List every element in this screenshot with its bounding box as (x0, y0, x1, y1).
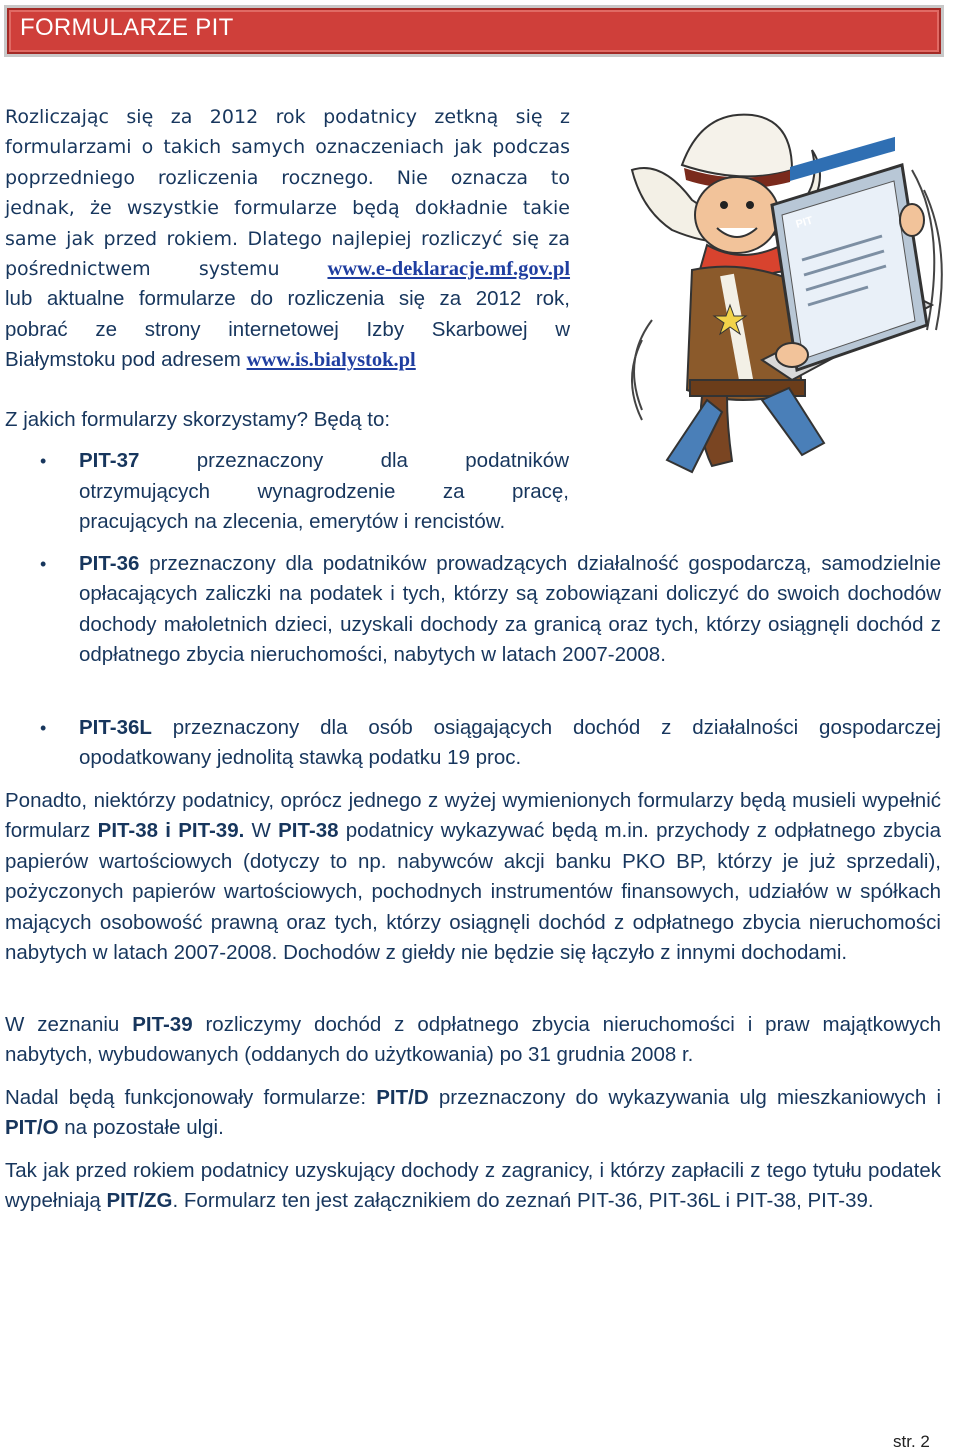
pit36-label: PIT-36 (79, 552, 140, 575)
pit37-line-3: pracujących na zlecenia, emerytów i rencistów. (79, 510, 506, 533)
link-is-bialystok[interactable]: www.is.bialystok.pl (246, 349, 416, 371)
page-title: FORMULARZE PIT (20, 14, 234, 41)
intro-line-5: same jak przed rokiem. Dlatego najlepiej rozliczyć się za (5, 228, 570, 250)
laptop-screen-label: PIT (794, 214, 815, 231)
intro-line-9: Białymstoku pod adresem www.is.bialystok.pl (5, 348, 416, 371)
intro-line-6: pośrednictwem systemu www.e-deklaracje.mf.gov.pl (5, 258, 571, 280)
forms-question: Z jakich formularzy skorzystamy? Będą to: (5, 408, 391, 431)
intro-line-8: pobrać ze strony internetowej Izby Skarbowej w (5, 318, 570, 341)
paragraph-pit-zg: Tak jak przed rokiem podatnicy uzyskujący dochody z zagranicy, i którzy zapłacili z tego tytułu podatek wypełniają PIT/ZG. Formularz ten jest załącznikiem do zeznań PIT-36, PIT-36L i PIT-38, PIT-39. (5, 1159, 941, 1213)
intro-line-4: jednak, że wszystkie formularze będą dokładnie takie (5, 197, 570, 219)
paragraph-pit38: Ponadto, niektórzy podatnicy, oprócz jednego z wyżej wymienionych formularzy będą musieli wypełnić formularz PIT-38 i PIT-39. W PIT-38 podatnicy wykazywać będą m.in. przychody z odpłatnego zbycia papierów wartościowych (dotyczy to np. nabywców akcji banku PKO BP, którzy je już sprzedali), pożyczonych papierów wartościowych, pochodnych instrumentów finansowych, udziałów w spółkach mających osobowość prawną oraz tych, którzy osiągnęli dochód z odpłatnego zbycia nieruchomości nabytych w latach 2007-2008. Dochodów z giełdy nie będzie się łączyło z innymi dochodami. (5, 789, 942, 965)
intro-line-2: formularzami o takich samych oznaczeniach jak podczas (5, 136, 570, 158)
pit36-item: PIT-36 przeznaczony dla podatników prowadzących działalność gospodarczą, samodzielnie opłacających zaliczki na podatek i tych, którzy są zobowiązani doliczyć do swoich dochodów dochody małoletnich dzieci, uzyskali dochody za granicą oraz tych, którzy osiągnęli dochód z odpłatnego zbycia nieruchomości, nabytych w latach 2007-2008. (79, 552, 941, 667)
page-number: str. 2 (893, 1432, 930, 1451)
pit37-label: PIT-37 (79, 449, 140, 472)
bullet-dot: • (40, 718, 47, 738)
link-e-deklaracje[interactable]: www.e-deklaracje.mf.gov.pl (327, 258, 571, 280)
pit37-line-2: otrzymujących wynagrodzenie za pracę, (79, 480, 569, 503)
intro-line-1: Rozliczając się za 2012 rok podatnicy zetkną się z (5, 106, 570, 128)
pit37-line-1: PIT-37 przeznaczony dla podatników (79, 449, 569, 472)
paragraph-pit39: W zeznaniu PIT-39 rozliczymy dochód z odpłatnego zbycia nieruchomości i praw majątkowych nabytych, wybudowanych (oddanych do użytkowania) po 31 grudnia 2008 r. (5, 1013, 941, 1067)
pit36l-label: PIT-36L (79, 716, 152, 739)
bullet-dot: • (40, 451, 47, 471)
intro-line-7: lub aktualne formularze do rozliczenia się za 2012 rok, (5, 287, 570, 310)
paragraph-pit-d-o: Nadal będą funkcjonowały formularze: PIT/D przeznaczony do wykazywania ulg mieszkaniowych i PIT/O na pozostałe ulgi. (5, 1086, 941, 1140)
pit36l-item: PIT-36L przeznaczony dla osób osiągających dochód z działalności gospodarczej opodatkowany jednolitą stawką podatku 19 proc. (79, 716, 941, 770)
bullet-dot: • (40, 554, 47, 574)
intro-line-3: poprzedniego rozliczenia rocznego. Nie oznacza to (5, 167, 570, 189)
cowboy-laptop-illustration (612, 110, 952, 505)
